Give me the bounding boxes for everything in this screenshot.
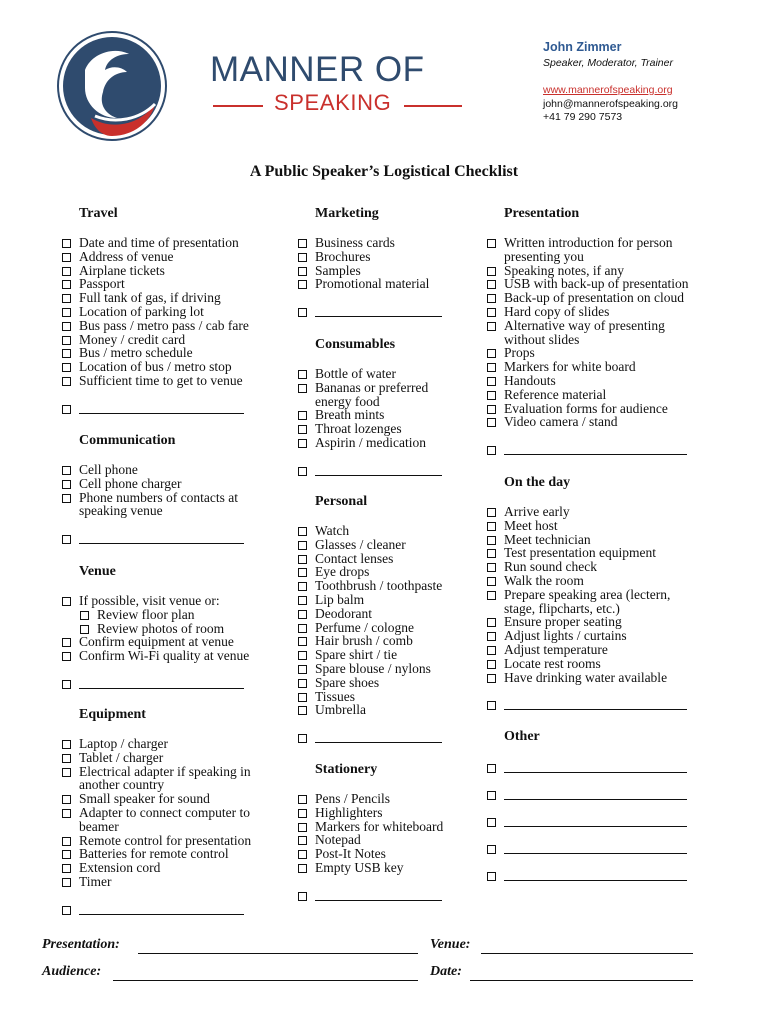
checkbox[interactable]: [298, 850, 307, 859]
blank-entry[interactable]: [484, 442, 714, 456]
checklist-item[interactable]: Test presentation equipment: [484, 546, 714, 560]
checkbox[interactable]: [487, 522, 496, 531]
checklist-item-continuation: another country: [79, 777, 165, 793]
checklist-item[interactable]: Spare blouse / nylons: [295, 662, 480, 676]
checklist-item[interactable]: Aspirin / medication: [295, 436, 480, 450]
checklist-subitem[interactable]: Review photos of room: [59, 622, 289, 636]
blank-entry[interactable]: [59, 676, 289, 690]
blank-entry[interactable]: [484, 868, 714, 882]
checkbox[interactable]: [487, 294, 496, 303]
checklist-item-continuation: presenting you: [504, 248, 584, 264]
checklist-item[interactable]: Throat lozenges: [295, 422, 480, 436]
section-title: Travel: [79, 206, 118, 221]
write-in-line[interactable]: [79, 914, 244, 915]
checklist-item[interactable]: Video camera / stand: [484, 415, 714, 429]
checklist-item[interactable]: Adapter to connect computer to: [59, 806, 289, 820]
checklist-item[interactable]: Glasses / cleaner: [295, 538, 480, 552]
checkbox[interactable]: [62, 363, 71, 372]
checklist-subitem[interactable]: Review floor plan: [59, 608, 289, 622]
checklist-item-continuation: beamer: [79, 818, 119, 834]
checklist-item-continuation: energy food: [315, 393, 380, 409]
checklist-item[interactable]: Bottle of water: [295, 367, 480, 381]
checkbox[interactable]: [298, 467, 307, 476]
write-in-line[interactable]: [315, 900, 442, 901]
checklist-item[interactable]: Timer: [59, 875, 289, 889]
section-personal: [295, 492, 480, 744]
checkbox[interactable]: [62, 405, 71, 414]
checkbox[interactable]: [62, 535, 71, 544]
blank-entry[interactable]: [295, 304, 480, 318]
checklist-item[interactable]: Airplane tickets: [59, 264, 289, 278]
section-presentation: [484, 204, 714, 456]
blank-entry[interactable]: [484, 841, 714, 855]
checklist-item[interactable]: Highlighters: [295, 806, 480, 820]
write-in-line[interactable]: [504, 853, 687, 854]
checklist-item[interactable]: Eye drops: [295, 565, 480, 579]
checkbox[interactable]: [298, 624, 307, 633]
checkbox[interactable]: [62, 267, 71, 276]
checklist-item[interactable]: Reference material: [484, 388, 714, 402]
write-in-line[interactable]: [315, 475, 442, 476]
checklist-item[interactable]: Handouts: [484, 374, 714, 388]
checkbox[interactable]: [487, 563, 496, 572]
checklist-item[interactable]: Toothbrush / toothpaste: [295, 579, 480, 593]
contact-role: Speaker, Moderator, Trainer: [543, 56, 673, 69]
section-title: Equipment: [79, 707, 146, 722]
checkbox[interactable]: [62, 906, 71, 915]
checklist-item[interactable]: Spare shoes: [295, 676, 480, 690]
checkbox[interactable]: [487, 308, 496, 317]
checkbox[interactable]: [62, 837, 71, 846]
brand-title: MANNER OF: [210, 50, 425, 89]
checkbox[interactable]: [62, 850, 71, 859]
checklist-item[interactable]: Empty USB key: [295, 861, 480, 875]
checklist-item[interactable]: Passport: [59, 277, 289, 291]
section-other: [484, 727, 714, 882]
checkbox[interactable]: [298, 411, 307, 420]
checklist-item[interactable]: Pens / Pencils: [295, 792, 480, 806]
eagle-logo-icon: [55, 30, 170, 142]
checkbox[interactable]: [298, 706, 307, 715]
checkbox[interactable]: [298, 679, 307, 688]
checkbox[interactable]: [487, 267, 496, 276]
write-in-line[interactable]: [504, 709, 687, 710]
checkbox[interactable]: [62, 638, 71, 647]
checklist-item[interactable]: Notepad: [295, 833, 480, 847]
checkbox[interactable]: [487, 764, 496, 773]
checklist-item[interactable]: Cell phone charger: [59, 477, 289, 491]
checklist-item[interactable]: Confirm equipment at venue: [59, 635, 289, 649]
checklist-item[interactable]: Full tank of gas, if driving: [59, 291, 289, 305]
checkbox[interactable]: [62, 652, 71, 661]
checklist-item[interactable]: Deodorant: [295, 607, 480, 621]
checklist-item[interactable]: Small speaker for sound: [59, 792, 289, 806]
checkbox[interactable]: [487, 872, 496, 881]
blank-entry[interactable]: [295, 730, 480, 744]
checklist-item[interactable]: Location of bus / metro stop: [59, 360, 289, 374]
section-on-the-day: [484, 473, 714, 711]
checkbox[interactable]: [62, 597, 71, 606]
checklist-item[interactable]: Promotional material: [295, 277, 480, 291]
contact-phone: +41 79 290 7573: [543, 111, 623, 123]
checkbox[interactable]: [298, 651, 307, 660]
brand-rule-left: [213, 105, 263, 107]
venue-label: Venue:: [430, 937, 471, 952]
checkbox[interactable]: [298, 384, 307, 393]
checklist-item[interactable]: Breath mints: [295, 408, 480, 422]
checklist-item[interactable]: Phone numbers of contacts at: [59, 491, 289, 505]
checklist-item-continuation: speaking venue: [79, 503, 163, 519]
section-title: Communication: [79, 433, 176, 448]
checkbox[interactable]: [62, 377, 71, 386]
checkbox[interactable]: [487, 322, 496, 331]
checkbox[interactable]: [62, 878, 71, 887]
venue-field[interactable]: [481, 953, 693, 954]
checklist-item[interactable]: Remote control for presentation: [59, 834, 289, 848]
checklist-item[interactable]: Watch: [295, 524, 480, 538]
checklist-item[interactable]: Extension cord: [59, 861, 289, 875]
checklist-item[interactable]: Adjust temperature: [484, 643, 714, 657]
blank-entry[interactable]: [59, 401, 289, 415]
checklist-item[interactable]: Lip balm: [295, 593, 480, 607]
write-in-line[interactable]: [315, 316, 442, 317]
checkbox[interactable]: [62, 253, 71, 262]
checklist-item[interactable]: Evaluation forms for audience: [484, 402, 714, 416]
checklist-item[interactable]: Date and time of presentation: [59, 236, 289, 250]
checklist-item[interactable]: Hair brush / comb: [295, 634, 480, 648]
checkbox[interactable]: [487, 818, 496, 827]
write-in-line[interactable]: [79, 543, 244, 544]
section-consumables: [295, 335, 480, 477]
section-title: Other: [504, 729, 540, 744]
blank-entry[interactable]: [59, 531, 289, 545]
checkbox[interactable]: [298, 555, 307, 564]
checkbox[interactable]: [62, 809, 71, 818]
checkbox[interactable]: [298, 809, 307, 818]
section-marketing: [295, 204, 480, 318]
checklist-item[interactable]: Adjust lights / curtains: [484, 629, 714, 643]
checkbox[interactable]: [298, 370, 307, 379]
document-title: A Public Speaker’s Logistical Checklist: [249, 163, 519, 180]
checkbox[interactable]: [62, 349, 71, 358]
checklist-item[interactable]: Address of venue: [59, 250, 289, 264]
checklist-item[interactable]: Arrive early: [484, 505, 714, 519]
write-in-line[interactable]: [79, 688, 244, 689]
checkbox[interactable]: [487, 660, 496, 669]
checklist-item[interactable]: Written introduction for person: [484, 236, 714, 250]
section-title: Personal: [315, 494, 368, 509]
section-title: On the day: [504, 475, 571, 490]
checkbox[interactable]: [298, 637, 307, 646]
checkbox[interactable]: [62, 294, 71, 303]
checkbox[interactable]: [62, 680, 71, 689]
checklist-item[interactable]: Money / credit card: [59, 333, 289, 347]
write-in-line[interactable]: [504, 799, 687, 800]
checkbox[interactable]: [298, 253, 307, 262]
checkbox[interactable]: [298, 568, 307, 577]
checkbox[interactable]: [62, 308, 71, 317]
checklist-item[interactable]: Cell phone: [59, 463, 289, 477]
checkbox[interactable]: [487, 239, 496, 248]
brand-wordmark: [210, 52, 462, 120]
checkbox[interactable]: [298, 836, 307, 845]
brand-rule-right: [404, 105, 462, 107]
checkbox[interactable]: [298, 541, 307, 550]
checklist-item[interactable]: Bus pass / metro pass / cab fare: [59, 319, 289, 333]
checklist-item[interactable]: Perfume / cologne: [295, 621, 480, 635]
checklist-item[interactable]: Umbrella: [295, 703, 480, 717]
checkbox[interactable]: [298, 308, 307, 317]
section-travel: [59, 204, 289, 415]
blank-entry[interactable]: [484, 787, 714, 801]
section-venue: [59, 562, 289, 690]
checkbox[interactable]: [298, 439, 307, 448]
checkbox[interactable]: [298, 864, 307, 873]
section-title: Venue: [79, 564, 116, 579]
checklist-item[interactable]: Props: [484, 346, 714, 360]
checkbox[interactable]: [487, 377, 496, 386]
checkbox[interactable]: [298, 239, 307, 248]
checkbox[interactable]: [298, 610, 307, 619]
checkbox[interactable]: [298, 823, 307, 832]
checkbox[interactable]: [62, 768, 71, 777]
checkbox[interactable]: [487, 701, 496, 710]
checklist-item[interactable]: Run sound check: [484, 560, 714, 574]
checkbox[interactable]: [487, 280, 496, 289]
checkbox[interactable]: [487, 391, 496, 400]
section-title: Stationery: [315, 762, 378, 777]
checkbox[interactable]: [298, 582, 307, 591]
checklist-item[interactable]: Prepare speaking area (lectern,: [484, 588, 714, 602]
checklist-item[interactable]: Have drinking water available: [484, 671, 714, 685]
checkbox[interactable]: [487, 791, 496, 800]
blank-entry[interactable]: [59, 902, 289, 916]
checklist-item[interactable]: Speaking notes, if any: [484, 264, 714, 278]
checklist-item[interactable]: Tablet / charger: [59, 751, 289, 765]
checklist-item[interactable]: USB with back-up of presentation: [484, 277, 714, 291]
checkbox[interactable]: [487, 405, 496, 414]
brand-subtitle: SPEAKING: [274, 90, 392, 115]
checkbox[interactable]: [80, 611, 89, 620]
checklist-item[interactable]: Meet technician: [484, 533, 714, 547]
checklist-item[interactable]: Back-up of presentation on cloud: [484, 291, 714, 305]
checkbox[interactable]: [298, 527, 307, 536]
audience-field[interactable]: [113, 980, 418, 981]
checkbox[interactable]: [487, 646, 496, 655]
checklist-item[interactable]: Tissues: [295, 690, 480, 704]
checkbox[interactable]: [298, 665, 307, 674]
checklist-item[interactable]: Markers for white board: [484, 360, 714, 374]
checkbox[interactable]: [62, 239, 71, 248]
checklist-item[interactable]: Contact lenses: [295, 552, 480, 566]
checklist-item[interactable]: Meet host: [484, 519, 714, 533]
checklist-item-continuation: stage, flipcharts, etc.): [504, 600, 620, 616]
checkbox[interactable]: [487, 577, 496, 586]
section-equipment: [59, 705, 289, 916]
checklist-item[interactable]: Locate rest rooms: [484, 657, 714, 671]
checkbox[interactable]: [62, 740, 71, 749]
checkbox[interactable]: [487, 632, 496, 641]
section-title: Marketing: [315, 206, 379, 221]
checkbox[interactable]: [487, 549, 496, 558]
checkbox[interactable]: [298, 267, 307, 276]
checklist-item-continuation: without slides: [504, 331, 580, 347]
section-title: Consumables: [315, 337, 396, 352]
contact-block: [543, 41, 678, 125]
presentation-label: Presentation:: [42, 937, 120, 952]
section-stationery: [295, 760, 480, 902]
checklist-item[interactable]: Alternative way of presenting: [484, 319, 714, 333]
write-in-line[interactable]: [504, 772, 687, 773]
section-communication: [59, 431, 289, 545]
checkbox[interactable]: [298, 795, 307, 804]
checklist-item[interactable]: Bananas or preferred: [295, 381, 480, 395]
website-link[interactable]: www.mannerofspeaking.org: [543, 84, 673, 96]
checkbox[interactable]: [62, 336, 71, 345]
checkbox[interactable]: [62, 754, 71, 763]
checklist-item[interactable]: Ensure proper seating: [484, 615, 714, 629]
contact-name: John Zimmer: [543, 40, 622, 54]
write-in-line[interactable]: [504, 826, 687, 827]
date-label: Date:: [430, 964, 462, 979]
checkbox[interactable]: [298, 425, 307, 434]
checklist-item[interactable]: Brochures: [295, 250, 480, 264]
checklist-item[interactable]: Markers for whiteboard: [295, 820, 480, 834]
blank-entry[interactable]: [484, 760, 714, 774]
checkbox[interactable]: [62, 466, 71, 475]
checklist-item[interactable]: If possible, visit venue or:: [59, 594, 289, 608]
blank-entry[interactable]: [295, 463, 480, 477]
checkbox[interactable]: [62, 864, 71, 873]
blank-entry[interactable]: [295, 888, 480, 902]
checkbox[interactable]: [62, 280, 71, 289]
write-in-line[interactable]: [79, 413, 244, 414]
section-title: Presentation: [504, 206, 580, 221]
checkbox[interactable]: [487, 618, 496, 627]
checkbox[interactable]: [62, 795, 71, 804]
checkbox[interactable]: [487, 446, 496, 455]
checklist-item[interactable]: Laptop / charger: [59, 737, 289, 751]
checkbox[interactable]: [62, 494, 71, 503]
checkbox[interactable]: [487, 418, 496, 427]
write-in-line[interactable]: [315, 742, 442, 743]
checklist-item[interactable]: Batteries for remote control: [59, 847, 289, 861]
checkbox[interactable]: [487, 536, 496, 545]
contact-email[interactable]: john@mannerofspeaking.org: [543, 97, 678, 110]
checkbox[interactable]: [62, 322, 71, 331]
checkbox[interactable]: [298, 892, 307, 901]
checklist-item[interactable]: Samples: [295, 264, 480, 278]
audience-label: Audience:: [42, 964, 102, 979]
checkbox[interactable]: [80, 625, 89, 634]
checkbox[interactable]: [487, 508, 496, 517]
checkbox[interactable]: [487, 349, 496, 358]
checklist-item[interactable]: Walk the room: [484, 574, 714, 588]
checkbox[interactable]: [298, 280, 307, 289]
checklist-item[interactable]: Spare shirt / tie: [295, 648, 480, 662]
checkbox[interactable]: [487, 591, 496, 600]
checklist-item[interactable]: Hard copy of slides: [484, 305, 714, 319]
checklist-item[interactable]: Sufficient time to get to venue: [59, 374, 289, 388]
write-in-line[interactable]: [504, 454, 687, 455]
date-field[interactable]: [470, 980, 693, 981]
blank-entry[interactable]: [484, 697, 714, 711]
checklist-item[interactable]: Business cards: [295, 236, 480, 250]
checkbox[interactable]: [487, 674, 496, 683]
checklist-item[interactable]: Location of parking lot: [59, 305, 289, 319]
presentation-field[interactable]: [138, 953, 418, 954]
checkbox[interactable]: [487, 363, 496, 372]
checkbox[interactable]: [298, 596, 307, 605]
checklist-item[interactable]: Electrical adapter if speaking in: [59, 765, 289, 779]
blank-entry[interactable]: [484, 814, 714, 828]
checklist-item[interactable]: Bus / metro schedule: [59, 346, 289, 360]
checkbox[interactable]: [62, 480, 71, 489]
checkbox[interactable]: [487, 845, 496, 854]
checklist-item[interactable]: Confirm Wi-Fi quality at venue: [59, 649, 289, 663]
checklist-item[interactable]: Post-It Notes: [295, 847, 480, 861]
write-in-line[interactable]: [504, 880, 687, 881]
checkbox[interactable]: [298, 693, 307, 702]
checkbox[interactable]: [298, 734, 307, 743]
